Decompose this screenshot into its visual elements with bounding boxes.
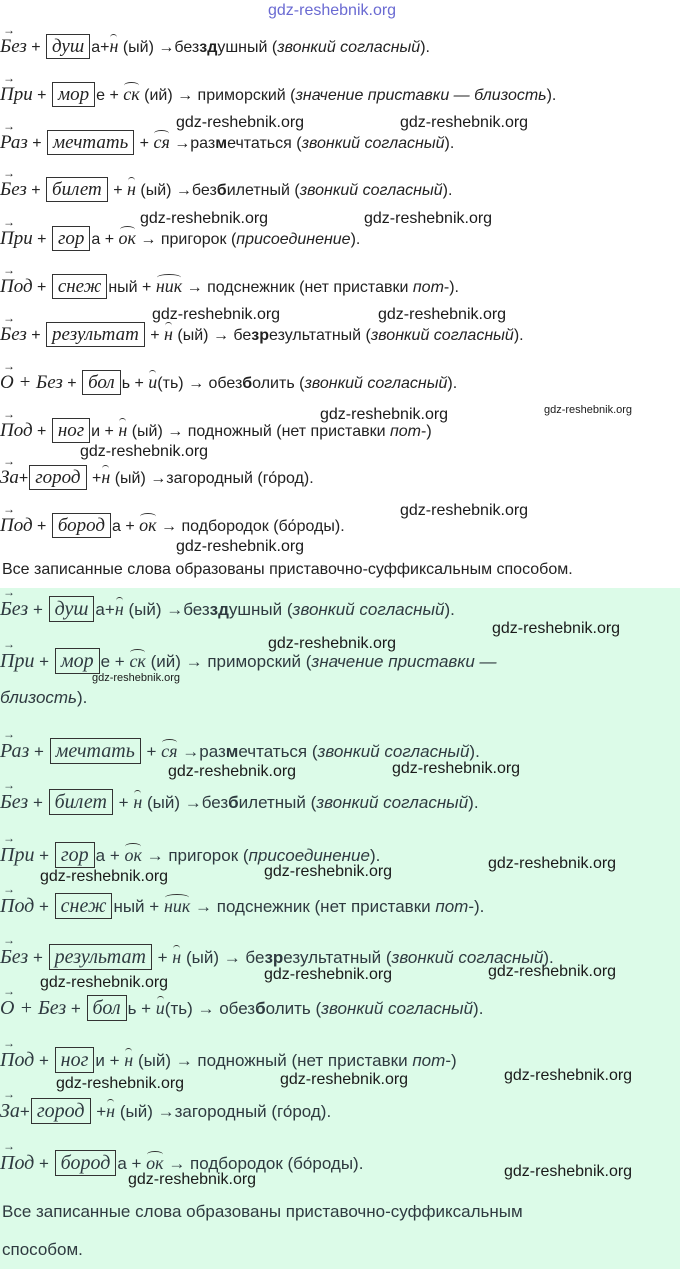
plain-text: -) [445,1051,457,1070]
plain-text: ь + [127,999,156,1018]
plain-text: (ий) → приморский ( [139,87,296,104]
suffix-mark: н [172,947,182,967]
root-box: душ [46,34,90,59]
italic-text: значение приставки — [311,652,497,671]
italic-text: пот [435,897,469,916]
plain-text: (ый) →без [142,793,229,812]
plain-text: → подснежник (нет приставки [190,897,436,916]
plain-text: -). [468,897,485,916]
plain-text: + [19,1102,30,1121]
plain-text: + [32,87,51,104]
plain-text: + [32,279,51,296]
plain-text: -) [421,423,432,440]
word-derivation-row [0,650,497,673]
root-box: ног [52,418,90,443]
plain-text: + [32,423,51,440]
plain-text: ечтаться ( [227,135,302,152]
word-derivation-row [0,372,457,394]
plain-text: + [141,742,162,761]
prefix-text: → Раз [0,132,28,153]
prefix-text: → За [0,467,19,488]
bold-letters: зр [251,327,270,344]
plain-text: + [34,652,54,671]
root-box: душ [49,596,95,622]
plain-text: -). [443,279,459,296]
plain-text: езультатный ( [283,948,392,967]
root-box: мор [55,648,100,674]
root-box: ног [55,1047,95,1073]
suffix-mark: н [101,467,111,487]
plain-text: →раз [169,135,216,152]
plain-text: + [108,182,127,199]
plain-text: ). [442,182,453,199]
prefix-text: → Без [0,36,27,57]
summary-text: Все записанные слова образованы приставочно-суффиксальным способом. [2,561,573,578]
watermark: gdz-reshebnik.org [378,306,507,323]
word-derivation-row [0,179,452,201]
plain-text: (ый) →без [123,600,210,619]
root-box: билет [49,789,113,815]
italic-text: значение приставки — близость [295,87,547,104]
prefix-text: → Без [0,324,27,345]
root-box: гор [52,226,90,251]
watermark: gdz-reshebnik.org [176,114,305,131]
italic-text: звонкий согласный [370,327,514,344]
plain-text: а + [91,231,119,248]
plain-text: + [28,600,48,619]
prefix-text: → Раз [0,740,29,762]
watermark: gdz-reshebnik.org [40,868,169,885]
plain-text: ). [77,688,88,707]
suffix-mark: н [118,420,128,440]
plain-text: (ть) → обез [164,999,256,1018]
plain-text: ). [543,948,554,967]
plain-text: + [152,948,173,967]
watermark: gdz-reshebnik.org [492,620,621,637]
suffix-mark: ок [146,1153,164,1173]
prefix-text: → Без [0,791,28,813]
plain-text: ). [513,327,524,344]
root-box: город [29,465,86,490]
word-derivation-row [0,688,87,708]
suffix-mark: ся [153,132,170,152]
bold-letters: зд [199,39,218,56]
watermark: gdz-reshebnik.org [176,538,305,555]
plain-text: → подбородок (бо́роды). [156,518,345,535]
plain-text: (ый) →без [118,39,200,56]
plain-text: а+ [95,600,115,619]
watermark: gdz-reshebnik.org [268,635,397,652]
word-derivation-row [0,895,484,918]
root-box: результат [49,944,152,970]
plain-text: илетный ( [226,182,300,199]
plain-text: (ый) → бе [172,327,252,344]
plain-text: + [29,742,49,761]
watermark: gdz-reshebnik.org [320,406,449,423]
plain-text: + [135,135,154,152]
italic-text: звонкий согласный [277,39,421,56]
root-box: бол [82,370,121,395]
prefix-text: → При [0,84,33,105]
watermark: gdz-reshebnik.org [268,2,397,19]
prefix-text: → О + Без [0,997,66,1019]
plain-text: + [113,793,134,812]
italic-text: звонкий согласный [292,600,445,619]
watermark: gdz-reshebnik.org [80,443,209,460]
root-box: гор [55,842,95,868]
suffix-mark: ся [161,741,178,761]
plain-text: ). [350,231,361,248]
bold-letters: б [255,999,266,1018]
plain-text: и + [95,1051,125,1070]
root-box: снеж [52,274,108,299]
plain-text: + [91,1102,107,1121]
italic-text: звонкий согласный [304,375,448,392]
italic-text: звонкий согласный [299,182,443,199]
root-box: мечтать [50,738,141,764]
word-derivation-row [0,36,430,58]
bold-letters: м [215,135,228,152]
suffix-mark: ок [124,845,142,865]
watermark: gdz-reshebnik.org [488,855,617,872]
suffix-mark: и [148,372,158,392]
prefix-text: → За [0,1100,20,1122]
bold-letters: б [242,375,253,392]
watermark: gdz-reshebnik.org [168,763,297,780]
root-box: бол [87,995,127,1021]
summary-text: способом. [2,1240,83,1259]
plain-text: а + [95,846,125,865]
italic-text: присоединение [236,231,351,248]
root-box: результат [46,322,145,347]
suffix-mark: ник [163,896,191,916]
plain-text: ). [420,39,430,56]
root-box: бород [55,1150,117,1176]
italic-text: пот [412,279,444,296]
plain-text: + [34,1154,54,1173]
watermark: gdz-reshebnik.org [504,1067,633,1084]
plain-text: ). [444,135,455,152]
plain-text: + [32,231,51,248]
prefix-text: → О + Без [0,372,63,393]
prefix-text: → Под [0,420,33,441]
prefix-text: → Под [0,276,33,297]
watermark: gdz-reshebnik.org [504,1163,633,1180]
italic-text: пот [389,423,421,440]
watermark: gdz-reshebnik.org [392,760,521,777]
plain-text: + [145,327,165,344]
suffix-mark: ок [118,228,136,248]
plain-text: + [28,948,48,967]
prefix-text: → Без [0,179,27,200]
word-derivation-row [0,84,556,106]
plain-text: (ый) →без [135,182,217,199]
plain-text: (ый) →загородный (го́род). [110,470,314,487]
plain-text: ). [369,846,381,865]
root-box: бород [52,513,111,538]
suffix-mark: ск [123,84,140,104]
word-derivation-row [0,132,454,154]
plain-text: и + [91,423,119,440]
bold-letters: зр [264,948,284,967]
italic-text: присоединение [248,846,370,865]
prefix-text: → При [0,844,34,866]
suffix-mark: н [109,36,119,56]
plain-text: езультатный ( [269,327,371,344]
plain-text: е + [100,652,130,671]
suffix-mark: ник [155,276,183,296]
plain-text: ). [444,600,455,619]
suffix-mark: н [106,1101,116,1121]
plain-text: + [34,897,54,916]
plain-text: →раз [177,742,226,761]
summary-text: Все записанные слова образованы приставочно-суффиксальным [2,1202,523,1221]
italic-text: звонкий согласный [316,793,469,812]
plain-text: олить ( [252,375,305,392]
bold-letters: м [225,742,239,761]
plain-text: + [26,327,46,344]
plain-text: ). [546,87,557,104]
plain-text: → пригорок ( [135,231,237,248]
prefix-text: → Без [0,598,28,620]
top-answer-panel [0,0,680,588]
plain-text: ). [473,999,484,1018]
root-box: мор [52,82,95,107]
root-box: город [31,1098,91,1124]
plain-text: (ий) → приморский ( [145,652,312,671]
root-box: снеж [55,893,113,919]
plain-text: е + [96,87,124,104]
watermark: gdz-reshebnik.org [488,963,617,980]
suffix-mark: н [114,599,124,619]
word-derivation-row [0,997,483,1020]
suffix-mark: ск [129,651,146,671]
plain-text: илетный ( [238,793,317,812]
plain-text: (ый) → подножный (нет приставки [133,1051,413,1070]
prefix-text: → Под [0,1049,34,1071]
bold-letters: б [216,182,227,199]
plain-text: + [32,518,51,535]
watermark: gdz-reshebnik.org [544,404,633,416]
italic-text: звонкий согласный [391,948,544,967]
word-derivation-row [0,1100,331,1123]
italic-text: звонкий согласный [317,742,470,761]
plain-text: + [26,39,46,56]
plain-text: олить ( [265,999,322,1018]
italic-text: пот [412,1051,446,1070]
root-box: мечтать [47,130,134,155]
italic-text: близость [0,688,77,707]
plain-text: ушный ( [228,600,293,619]
bold-letters: б [228,793,239,812]
watermark: gdz-reshebnik.org [264,966,393,983]
prefix-text: → Под [0,1152,34,1174]
plain-text: → подбородок (бо́роды). [163,1154,364,1173]
plain-text: ный + [113,897,164,916]
plain-text: (ый) →загородный (го́род). [115,1102,332,1121]
watermark: gdz-reshebnik.org [40,974,169,991]
plain-text: → пригорок ( [141,846,249,865]
plain-text: + [34,1051,54,1070]
plain-text: ушный ( [217,39,278,56]
plain-text: + [62,375,82,392]
plain-text: + [34,846,54,865]
italic-text: звонкий согласный [301,135,445,152]
prefix-text: → Под [0,515,33,536]
prefix-text: → При [0,650,34,672]
word-derivation-row [0,1049,457,1072]
plain-text: + [26,182,46,199]
word-derivation-row [0,276,459,298]
prefix-text: → Под [0,895,34,917]
watermark: gdz-reshebnik.org [280,1071,409,1088]
plain-text: ечтаться ( [238,742,318,761]
suffix-mark: н [133,792,143,812]
word-derivation-row [0,598,455,621]
suffix-mark: и [155,998,165,1018]
watermark: gdz-reshebnik.org [364,210,493,227]
word-derivation-row [0,467,314,489]
watermark: gdz-reshebnik.org [56,1075,185,1092]
watermark: gdz-reshebnik.org [400,502,529,519]
plain-text: а + [117,1154,147,1173]
prefix-text: → Без [0,946,28,968]
word-derivation-row [0,515,345,537]
bottom-answer-panel [0,588,680,1269]
suffix-mark: ок [139,515,157,535]
suffix-mark: н [127,179,136,199]
plain-text: а + [112,518,140,535]
plain-text: ). [447,375,458,392]
plain-text: + [66,999,86,1018]
plain-text: ). [468,793,479,812]
plain-text: а+ [91,39,110,56]
prefix-text: → При [0,228,33,249]
watermark: gdz-reshebnik.org [400,114,529,131]
watermark: gdz-reshebnik.org [92,672,181,684]
watermark: gdz-reshebnik.org [128,1171,257,1188]
suffix-mark: н [164,324,173,344]
suffix-mark: н [124,1050,134,1070]
word-derivation-row [0,228,360,250]
plain-text: (ый) → бе [181,948,265,967]
italic-text: звонкий согласный [321,999,474,1018]
word-derivation-row [0,791,479,814]
plain-text: + [28,793,48,812]
plain-text: (ть) → обез [157,375,243,392]
plain-text: + [18,470,29,487]
watermark: gdz-reshebnik.org [140,210,269,227]
root-box: билет [46,177,108,202]
plain-text: + [27,135,47,152]
plain-text: ь + [121,375,149,392]
watermark: gdz-reshebnik.org [152,306,281,323]
plain-text: ). [469,742,480,761]
plain-text: ный + [108,279,156,296]
plain-text: + [87,470,102,487]
word-derivation-row [0,324,524,346]
bold-letters: зд [209,600,229,619]
plain-text: → подснежник (нет приставки [182,279,413,296]
plain-text: (ый) → подножный (нет приставки [127,423,390,440]
watermark: gdz-reshebnik.org [264,863,393,880]
